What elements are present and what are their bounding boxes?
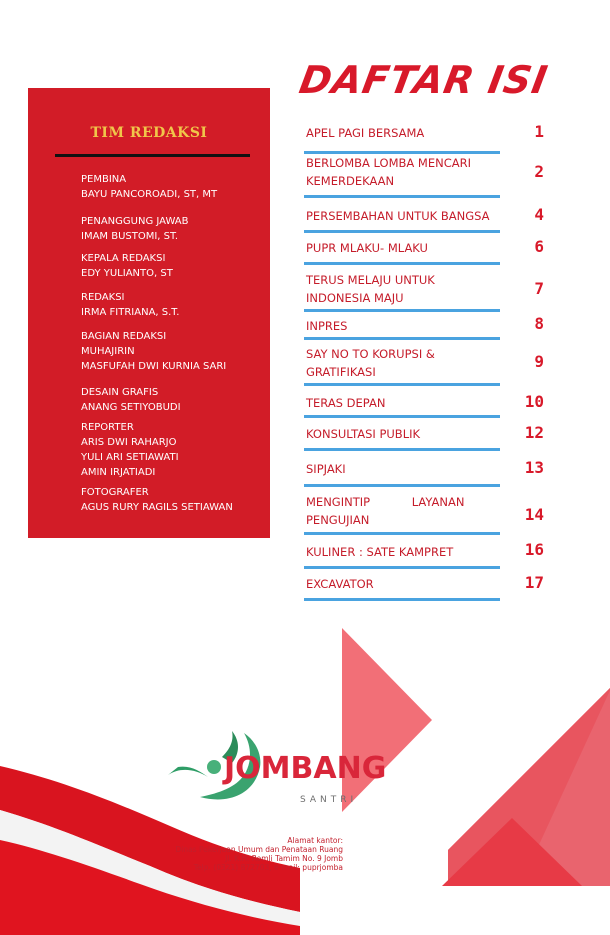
member-name: BAYU PANCOROADI, ST, MT [81, 189, 218, 200]
toc-item[interactable] [304, 120, 544, 154]
toc-item-label: SIPJAKI [306, 462, 346, 476]
toc-item-page: 8 [534, 314, 544, 333]
toc-item-page: 4 [534, 205, 544, 224]
role-label: PENANGGUNG JAWAB [81, 216, 189, 227]
role-label: KEPALA REDAKSI [81, 253, 166, 264]
group-reporter [81, 420, 266, 480]
toc-item-rule [304, 598, 500, 601]
address-line: Jl. K.H. Romli Tamim No. 9 Jomb [225, 854, 343, 863]
role-label: DESAIN GRAFIS [81, 387, 159, 398]
toc-item[interactable] [304, 418, 544, 451]
toc-item-label: EXCAVATOR [306, 577, 374, 591]
toc-item-label: INPRES [306, 319, 348, 333]
toc-item-page: 1 [534, 122, 544, 141]
toc-item[interactable] [304, 233, 544, 265]
toc-item[interactable] [304, 154, 544, 198]
toc-item[interactable] [304, 535, 544, 569]
toc-item-label: PERSEMBAHAN UNTUK BANGSA [306, 209, 490, 223]
member-name: AGUS RURY RAGILS SETIAWAN [81, 502, 233, 513]
tim-redaksi-title: TIM REDAKSI [90, 125, 208, 141]
toc-item-page: 13 [524, 458, 544, 477]
group-desain-grafis [81, 385, 266, 415]
toc-item-page: 17 [524, 573, 544, 592]
member-name: ARIS DWI RAHARJO [81, 437, 177, 448]
role-label: REPORTER [81, 422, 134, 433]
role-label: REDAKSI [81, 292, 125, 303]
office-address [140, 836, 343, 872]
member-name: ANANG SETIYOBUDI [81, 402, 181, 413]
role-label: BAGIAN REDAKSI [81, 331, 167, 342]
toc-item-label: APEL PAGI BERSAMA [306, 126, 425, 140]
toc-item-page: 2 [534, 162, 544, 181]
group-pembina [81, 172, 266, 202]
group-kepala-redaksi [81, 251, 266, 281]
toc-item-label: TERUS MELAJU UNTUK INDONESIA MAJU [306, 273, 435, 305]
role-label: FOTOGRAFER [81, 487, 149, 498]
toc-item[interactable] [304, 198, 544, 233]
member-name: EDY YULIANTO, ST [81, 268, 173, 279]
toc-item-page: 16 [524, 540, 544, 559]
member-name: IMAM BUSTOMI, ST. [81, 231, 179, 242]
daftar-isi-title: DAFTAR ISI [296, 58, 552, 102]
address-line: Telp. (0321) 872703, e-mail: puprjomba [193, 863, 343, 872]
group-fotografer [81, 485, 266, 515]
member-name: IRMA FITRIANA, S.T. [81, 307, 180, 318]
title-underline [55, 154, 250, 157]
toc-item-label: TERAS DEPAN [306, 396, 386, 410]
toc-item[interactable] [304, 569, 544, 601]
member-name: MASFUFAH DWI KURNIA SARI [81, 361, 227, 372]
address-line: Alamat kantor: [287, 836, 343, 845]
toc-item-page: 10 [524, 392, 544, 411]
toc-item-page: 6 [534, 237, 544, 256]
group-redaksi [81, 290, 266, 320]
toc-item-label: KONSULTASI PUBLIK [306, 427, 421, 441]
toc-item-label: MENGINTIP LAYANAN PENGUJIAN [306, 495, 465, 527]
logo-main-text: JOMBANG [224, 751, 387, 786]
toc-item-page: 12 [524, 423, 544, 442]
address-line: Dinas Pekerjaan Umum dan Penataan Ruang [175, 845, 343, 854]
toc-item-label: PUPR MLAKU- MLAKU [306, 241, 428, 255]
toc-item-page: 9 [534, 352, 544, 371]
toc-item-label: SAY NO TO KORUPSI & GRATIFIKASI [306, 347, 435, 379]
toc-item-page: 7 [534, 279, 544, 298]
toc-item[interactable] [304, 340, 544, 386]
role-label: PEMBINA [81, 174, 127, 185]
group-bagian-redaksi [81, 329, 266, 374]
tim-redaksi-panel [28, 88, 270, 538]
member-name: MUHAJIRIN [81, 346, 135, 357]
member-name: YULI ARI SETIAWATI [81, 452, 179, 463]
toc-item[interactable] [304, 487, 544, 535]
jombang-santri-logo [160, 727, 405, 812]
logo-sub-text: SANTRI [300, 795, 358, 805]
toc-item-label: KULINER : SATE KAMPRET [306, 545, 454, 559]
group-penanggung-jawab [81, 214, 266, 244]
member-name: AMIN IRJATIADI [81, 467, 156, 478]
toc-item-page: 14 [524, 505, 544, 524]
toc-item-label: BERLOMBA LOMBA MENCARI KEMERDEKAAN [306, 156, 471, 188]
toc-item[interactable] [304, 265, 544, 312]
toc-item[interactable] [304, 312, 544, 340]
toc-item[interactable] [304, 386, 544, 418]
toc-item[interactable] [304, 451, 544, 487]
